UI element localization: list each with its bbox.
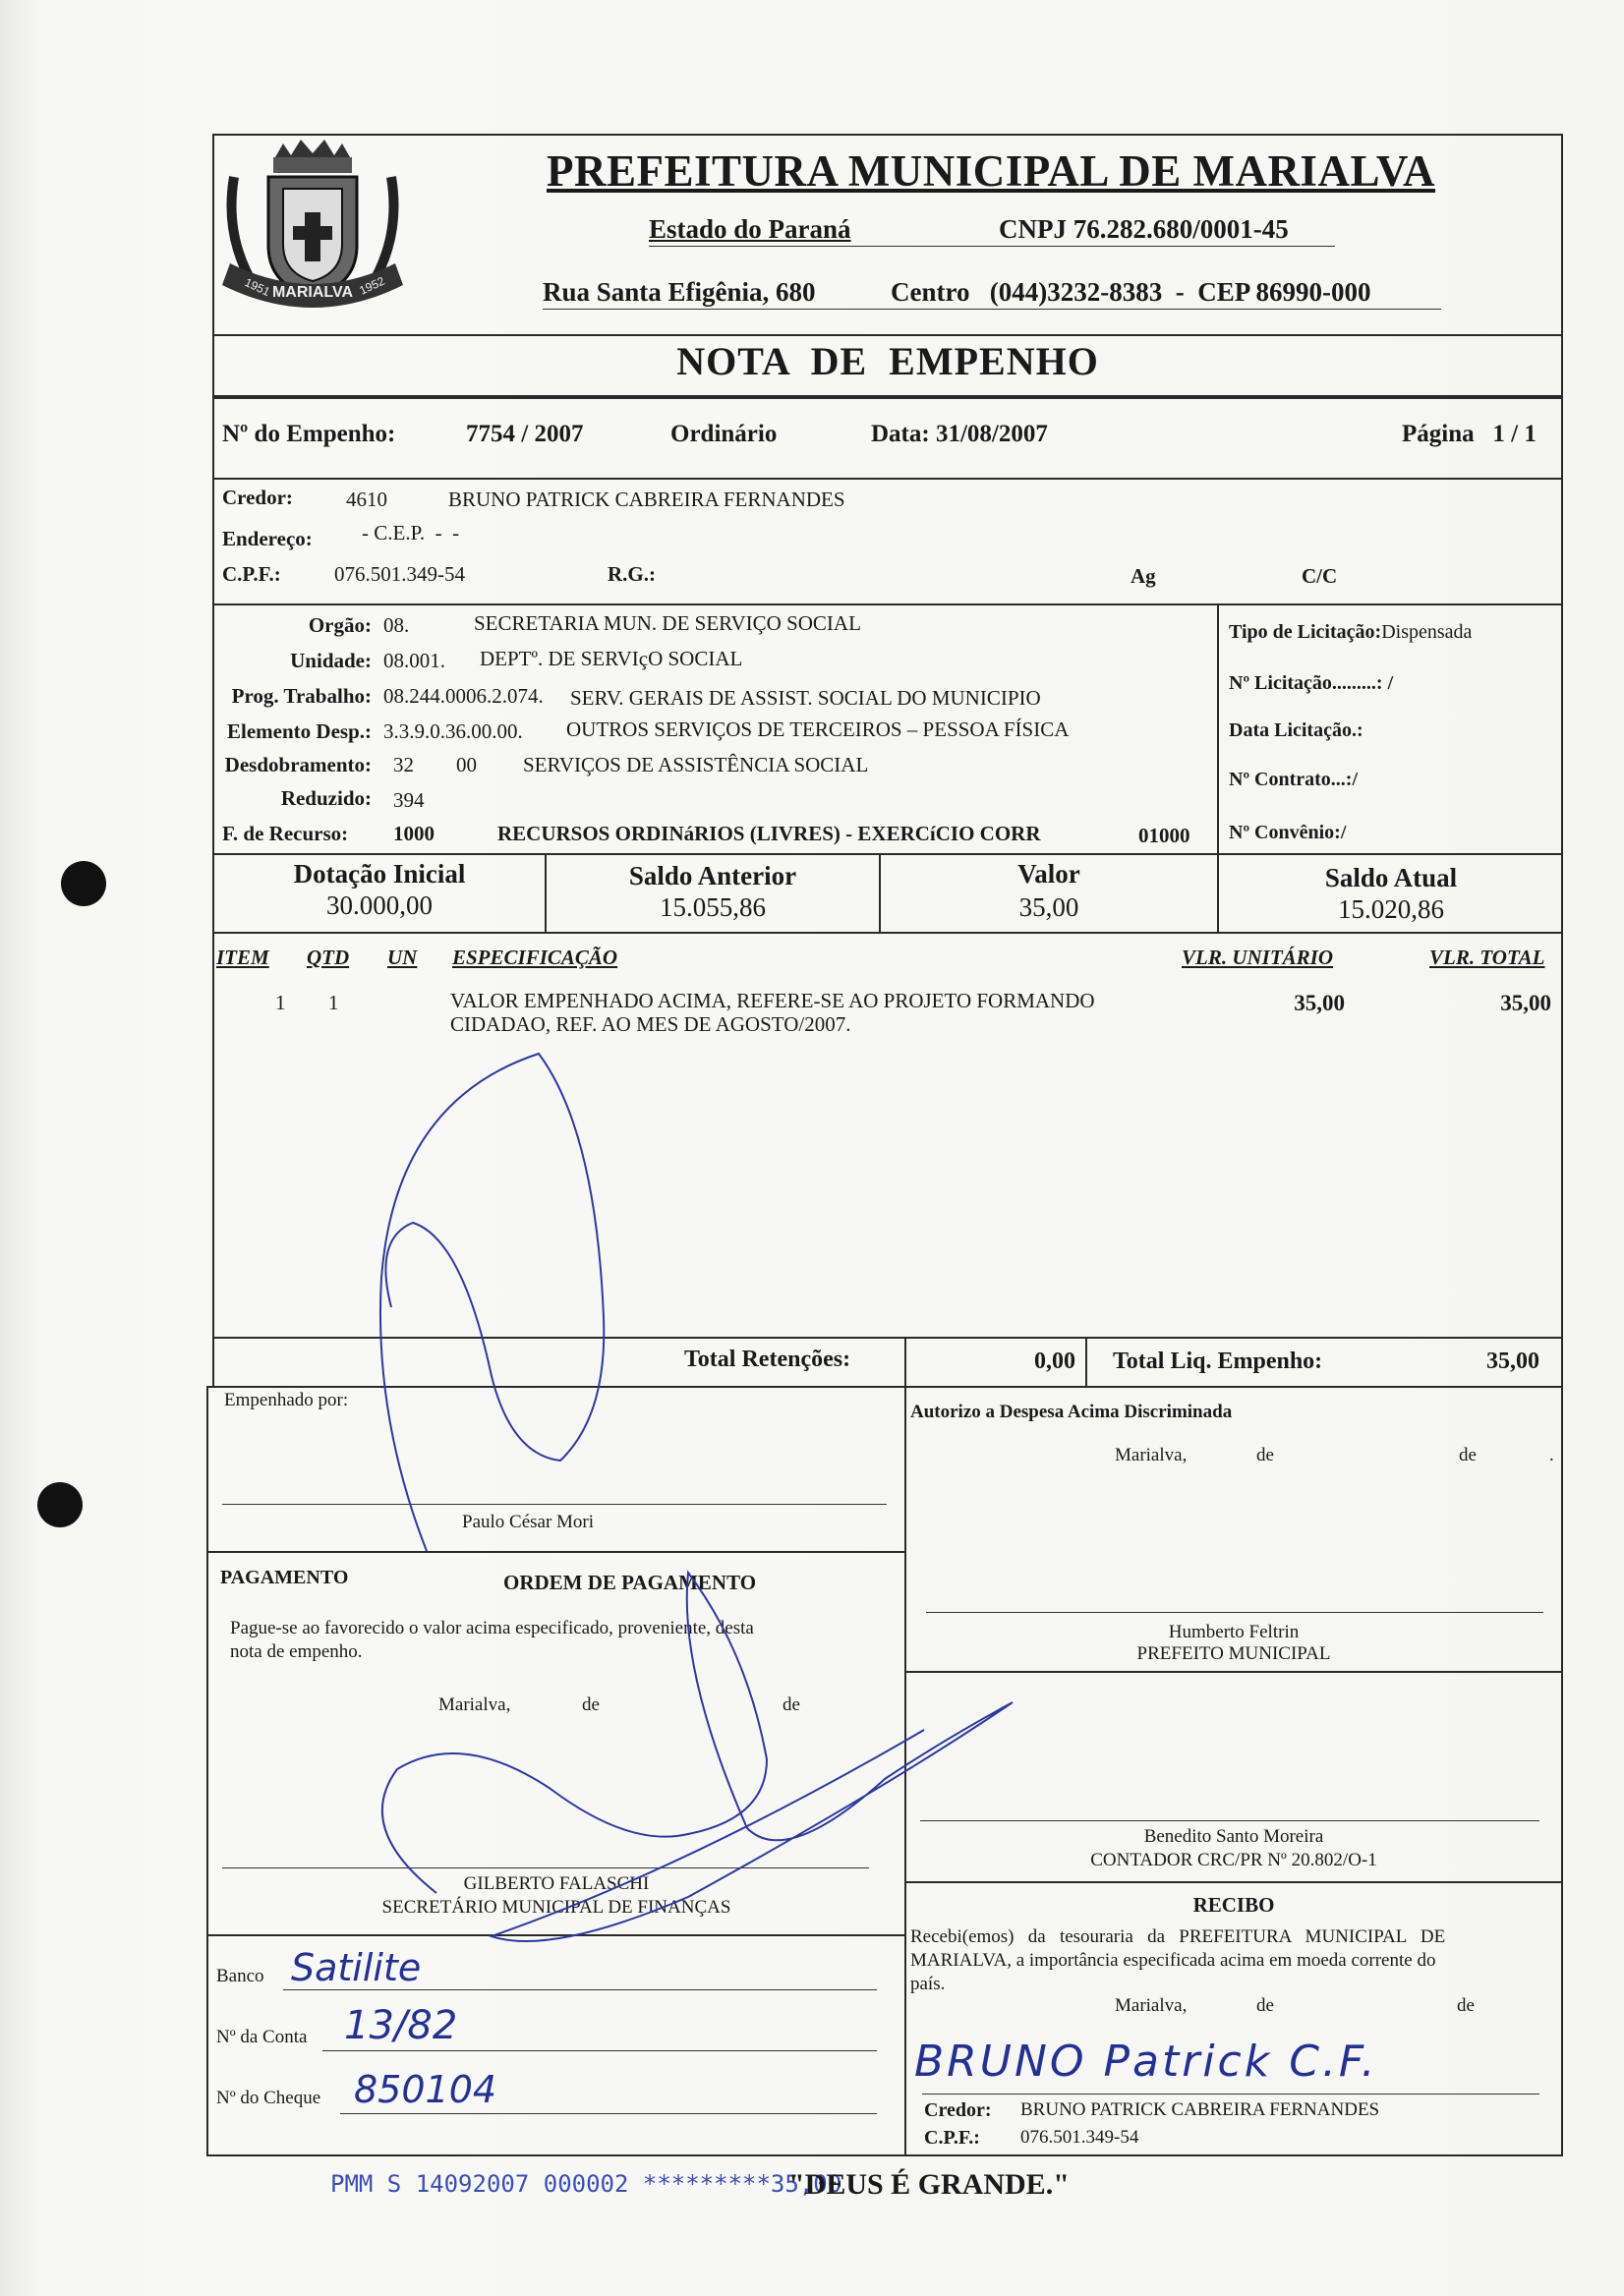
- credor-label: Credor:: [222, 486, 293, 509]
- cpf-label: C.P.F.:: [222, 562, 281, 586]
- pagamento-text-line2: nota de empenho.: [230, 1641, 363, 1662]
- endereco-label: Endereço:: [222, 527, 313, 550]
- tipo-licitacao: Tipo de Licitação:Dispensada: [1229, 621, 1473, 643]
- valor-value: 35,00: [1018, 892, 1079, 922]
- punch-hole-bottom: [37, 1482, 83, 1527]
- desdobramento-label: Desdobramento:: [224, 753, 372, 776]
- ordem-pagamento-label: ORDEM DE PAGAMENTO: [503, 1571, 757, 1594]
- total-liq-value: 35,00: [1486, 1349, 1539, 1374]
- ag-label: Ag: [1131, 564, 1156, 588]
- svg-text:1952: 1952: [357, 273, 387, 298]
- empenhado-por-name: Paulo César Mori: [462, 1512, 595, 1532]
- recibo-text-line2: MARIALVA, a importância especificada acima em moeda corrente do: [910, 1950, 1436, 1971]
- recibo-cpf-label: C.P.F.:: [924, 2127, 980, 2149]
- numero-licitacao: Nº Licitação.........: /: [1229, 672, 1394, 694]
- desdobramento-desc: SERVIÇOS DE ASSISTÊNCIA SOCIAL: [523, 753, 869, 776]
- conta-handwritten: 13/82: [344, 2003, 458, 2048]
- fonte-recurso-num: 01000: [1138, 824, 1190, 847]
- prog-trabalho-desc: SERV. GERAIS DE ASSIST. SOCIAL DO MUNICIPIO: [570, 686, 1041, 710]
- cheque-handwritten: 850104: [354, 2068, 497, 2111]
- dotacao-inicial-value: 30.000,00: [326, 890, 433, 920]
- items-col-item: ITEM: [216, 946, 269, 969]
- dotacao-inicial-label: Dotação Inicial: [293, 859, 466, 889]
- punch-hole-top: [61, 861, 106, 906]
- svg-text:1951: 1951: [242, 275, 272, 300]
- numero-convenio: Nº Convênio:/: [1229, 822, 1347, 843]
- endereco-value: - C.E.P. - -: [362, 521, 460, 545]
- elemento-desp-label: Elemento Desp.:: [227, 719, 372, 743]
- recibo-de2: de: [1457, 1995, 1475, 2016]
- contador-role: CONTADOR CRC/PR Nº 20.802/O-1: [1090, 1850, 1377, 1870]
- reduzido-code: 394: [393, 788, 425, 812]
- pagamento-place: Marialva,: [438, 1694, 511, 1715]
- district-phone-cep: Centro (044)3232-8383 - CEP 86990-000: [891, 277, 1371, 307]
- cheque-label: Nº do Cheque: [216, 2088, 321, 2108]
- saldo-atual-label: Saldo Atual: [1324, 863, 1458, 892]
- unidade-code: 08.001.: [383, 649, 445, 672]
- items-col-qtd: QTD: [307, 946, 350, 969]
- recibo-credor-label: Credor:: [924, 2099, 992, 2121]
- banco-handwritten: Satilite: [291, 1946, 422, 1989]
- valor-label: Valor: [1017, 859, 1080, 889]
- item-desc-line1: VALOR EMPENHADO ACIMA, REFERE-SE AO PROJETO FORMANDO: [450, 989, 1095, 1012]
- banco-label: Banco: [216, 1966, 264, 1986]
- saldo-anterior-value: 15.055,86: [660, 892, 766, 922]
- total-retencoes-value: 0,00: [1034, 1349, 1075, 1374]
- autorizo-de2: de: [1459, 1445, 1477, 1465]
- item-number: 1: [275, 991, 286, 1014]
- recibo-credor-name: BRUNO PATRICK CABREIRA FERNANDES: [1020, 2099, 1380, 2120]
- credor-name: BRUNO PATRICK CABREIRA FERNANDES: [448, 488, 845, 511]
- municipality-title: PREFEITURA MUNICIPAL DE MARIALVA: [547, 146, 1436, 196]
- prefeito-role: PREFEITO MUNICIPAL: [1136, 1643, 1331, 1664]
- saldo-atual-value: 15.020,86: [1338, 894, 1444, 924]
- empenho-number-label: Nº do Empenho:: [222, 421, 396, 447]
- data-licitacao: Data Licitação.:: [1229, 719, 1363, 741]
- cnpj-number: CNPJ 76.282.680/0001-45: [999, 214, 1289, 244]
- footer-motto: "DEUS É GRANDE.": [788, 2168, 1070, 2201]
- orgao-code: 08.: [383, 613, 410, 637]
- municipal-seal-emblem: [214, 138, 411, 330]
- saldo-anterior-label: Saldo Anterior: [628, 861, 797, 890]
- orgao-desc: SECRETARIA MUN. DE SERVIÇO SOCIAL: [474, 611, 861, 635]
- prog-trabalho-code: 08.244.0006.2.074.: [383, 684, 544, 708]
- empenho-date: Data: 31/08/2007: [871, 421, 1048, 447]
- item-desc-line2: CIDADAO, REF. AO MES DE AGOSTO/2007.: [450, 1012, 851, 1036]
- autorizo-place: Marialva,: [1115, 1445, 1188, 1465]
- empenho-type: Ordinário: [670, 421, 778, 447]
- autorizo-de1: de: [1256, 1445, 1274, 1465]
- secretario-role: SECRETÁRIO MUNICIPAL DE FINANÇAS: [381, 1897, 731, 1918]
- elemento-desp-code: 3.3.9.0.36.00.00.: [383, 719, 523, 743]
- items-col-vlr-unitario: VLR. UNITÁRIO: [1182, 946, 1334, 969]
- orgao-label: Orgão:: [308, 613, 372, 637]
- totals-box: [212, 1337, 1563, 1388]
- item-unit-value: 35,00: [1294, 991, 1345, 1015]
- autorizo-label: Autorizo a Despesa Acima Discriminada: [910, 1402, 1233, 1422]
- unidade-desc: DEPTº. DE SERVIçO SOCIAL: [480, 647, 743, 670]
- credor-code: 4610: [346, 488, 387, 511]
- recibo-place: Marialva,: [1115, 1995, 1188, 2016]
- credor-signature: BRUNO Patrick C.F.: [914, 2037, 1378, 2087]
- empenhado-por-label: Empenhado por:: [224, 1390, 349, 1410]
- conta-label: Nº da Conta: [216, 2027, 308, 2047]
- autorizo-dot: .: [1549, 1445, 1554, 1465]
- prefeito-name: Humberto Feltrin: [1168, 1622, 1300, 1642]
- fonte-recurso-desc: RECURSOS ORDINáRIOS (LIVRES) - EXERCíCIO CORR: [497, 822, 1041, 845]
- cpf-value: 076.501.349-54: [334, 562, 465, 586]
- recibo-de1: de: [1256, 1995, 1274, 2016]
- unidade-label: Unidade:: [290, 649, 372, 672]
- empenho-number: 7754 / 2007: [466, 421, 584, 447]
- prog-trabalho-label: Prog. Trabalho:: [231, 684, 372, 708]
- page-number: Página 1 / 1: [1402, 421, 1537, 447]
- recibo-text-line1: Recebi(emos) da tesouraria da PREFEITURA MUNICIPAL DE: [910, 1926, 1446, 1947]
- numero-contrato: Nº Contrato...:/: [1229, 769, 1359, 790]
- svg-text:MARIALVA: MARIALVA: [271, 284, 354, 301]
- cc-label: C/C: [1302, 564, 1338, 588]
- secretario-name: GILBERTO FALASCHI: [463, 1873, 650, 1894]
- elemento-desp-desc: OUTROS SERVIÇOS DE TERCEIROS – PESSOA FÍSICA: [566, 718, 1070, 741]
- contador-name: Benedito Santo Moreira: [1143, 1826, 1324, 1847]
- fonte-recurso-label: F. de Recurso:: [222, 822, 349, 845]
- recibo-text-line3: país.: [910, 1974, 946, 1994]
- pagamento-de2: de: [783, 1694, 800, 1715]
- state-name: Estado do Paraná: [649, 214, 851, 244]
- pagamento-label: PAGAMENTO: [220, 1567, 349, 1588]
- items-col-un: UN: [387, 946, 418, 969]
- pagamento-de1: de: [582, 1694, 600, 1715]
- recibo-cpf-value: 076.501.349-54: [1020, 2127, 1139, 2148]
- items-col-vlr-total: VLR. TOTAL: [1429, 946, 1545, 969]
- pagamento-text-line1: Pague-se ao favorecido o valor acima especificado, proveniente, desta: [230, 1618, 754, 1638]
- item-qtd: 1: [328, 991, 339, 1014]
- desdobramento-sub: 00: [456, 753, 477, 776]
- fonte-recurso-code: 1000: [393, 822, 435, 845]
- recibo-title: RECIBO: [1192, 1893, 1275, 1917]
- item-total-value: 35,00: [1500, 991, 1551, 1015]
- desdobramento-code: 32: [393, 753, 414, 776]
- reduzido-label: Reduzido:: [280, 786, 372, 810]
- street-address: Rua Santa Efigênia, 680: [543, 277, 816, 307]
- items-col-especificacao: ESPECIFICAÇÃO: [452, 946, 618, 969]
- mechanical-payment-stamp: PMM S 14092007 000002 *********35,00: [330, 2170, 842, 2198]
- total-retencoes-label: Total Retenções:: [684, 1347, 851, 1372]
- document-title: NOTA DE EMPENHO: [676, 339, 1099, 383]
- rg-label: R.G.:: [608, 562, 656, 586]
- total-liq-label: Total Liq. Empenho:: [1113, 1349, 1323, 1374]
